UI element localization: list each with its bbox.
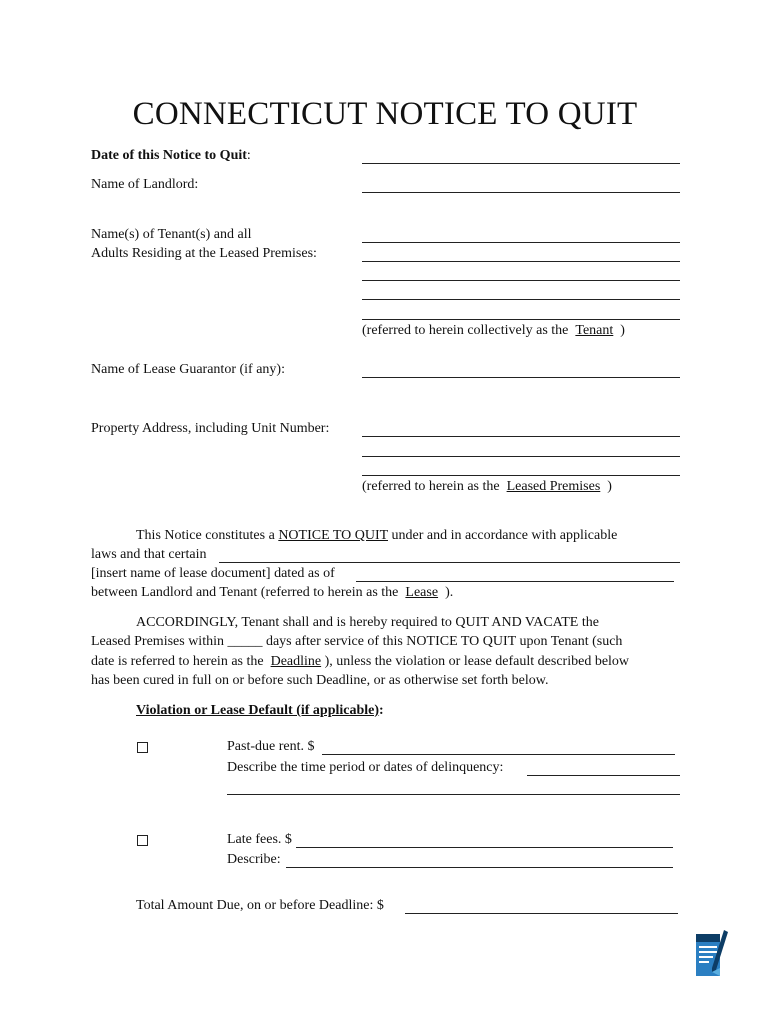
past-due-rent-label: Past-due rent. $ xyxy=(227,739,315,754)
document-pen-icon xyxy=(694,928,730,980)
para2-line3: date is referred to herein as the Deadline ), unless the violation or lease default described below xyxy=(91,654,630,669)
para2-line2: Leased Premises within _____ days after service of this NOTICE TO QUIT upon Tenant (such xyxy=(91,634,623,649)
para1-line3: [insert name of lease document] dated as of xyxy=(91,566,335,581)
past-due-rent-amount-field[interactable] xyxy=(322,754,675,755)
total-due-label: Total Amount Due, on or before Deadline: $ xyxy=(136,898,384,913)
delinquency-field-1[interactable] xyxy=(527,775,680,776)
lease-date-field[interactable] xyxy=(356,581,674,582)
para2-line1: ACCORDINGLY, Tenant shall and is hereby required to QUIT AND VACATE the xyxy=(136,615,599,630)
landlord-field[interactable] xyxy=(362,192,680,193)
late-fees-amount-field[interactable] xyxy=(296,847,673,848)
date-label: Date of this Notice to Quit: xyxy=(91,148,251,163)
para2-line4: has been cured in full on or before such Deadline, or as otherwise set forth below. xyxy=(91,673,549,688)
tenant-field-5[interactable] xyxy=(362,319,680,320)
premises-reference: (referred to herein as the Leased Premises ) xyxy=(362,479,612,494)
tenants-label-line2: Adults Residing at the Leased Premises: xyxy=(91,246,317,261)
delinquency-description-label: Describe the time period or dates of delinquency: xyxy=(227,760,504,775)
late-fees-description-label: Describe: xyxy=(227,852,281,867)
property-label: Property Address, including Unit Number: xyxy=(91,421,330,436)
lease-document-field[interactable] xyxy=(219,562,680,563)
violation-heading: Violation or Lease Default (if applicable): xyxy=(136,703,384,718)
delinquency-field-2[interactable] xyxy=(227,794,680,795)
tenants-label-line1: Name(s) of Tenant(s) and all xyxy=(91,227,252,242)
date-field[interactable] xyxy=(362,163,680,164)
tenant-field-4[interactable] xyxy=(362,299,680,300)
landlord-label: Name of Landlord: xyxy=(91,177,199,192)
para1-line1: This Notice constitutes a NOTICE TO QUIT under and in accordance with applicable xyxy=(136,528,618,543)
document-title: CONNECTICUT NOTICE TO QUIT xyxy=(132,96,638,132)
property-field-1[interactable] xyxy=(362,436,680,437)
tenant-reference: (referred to herein collectively as the Tenant ) xyxy=(362,323,625,338)
guarantor-field[interactable] xyxy=(362,377,680,378)
tenant-field-3[interactable] xyxy=(362,280,680,281)
late-fees-label: Late fees. $ xyxy=(227,832,292,847)
late-fees-checkbox[interactable] xyxy=(137,835,148,846)
property-field-2[interactable] xyxy=(362,456,680,457)
para1-line4: between Landlord and Tenant (referred to herein as the Lease ). xyxy=(91,585,454,600)
past-due-rent-checkbox[interactable] xyxy=(137,742,148,753)
late-fees-description-field[interactable] xyxy=(286,867,673,868)
tenant-field-2[interactable] xyxy=(362,261,680,262)
para1-line2: laws and that certain xyxy=(91,547,207,562)
tenant-field-1[interactable] xyxy=(362,242,680,243)
guarantor-label: Name of Lease Guarantor (if any): xyxy=(91,362,285,377)
property-field-3[interactable] xyxy=(362,475,680,476)
total-due-field[interactable] xyxy=(405,913,678,914)
